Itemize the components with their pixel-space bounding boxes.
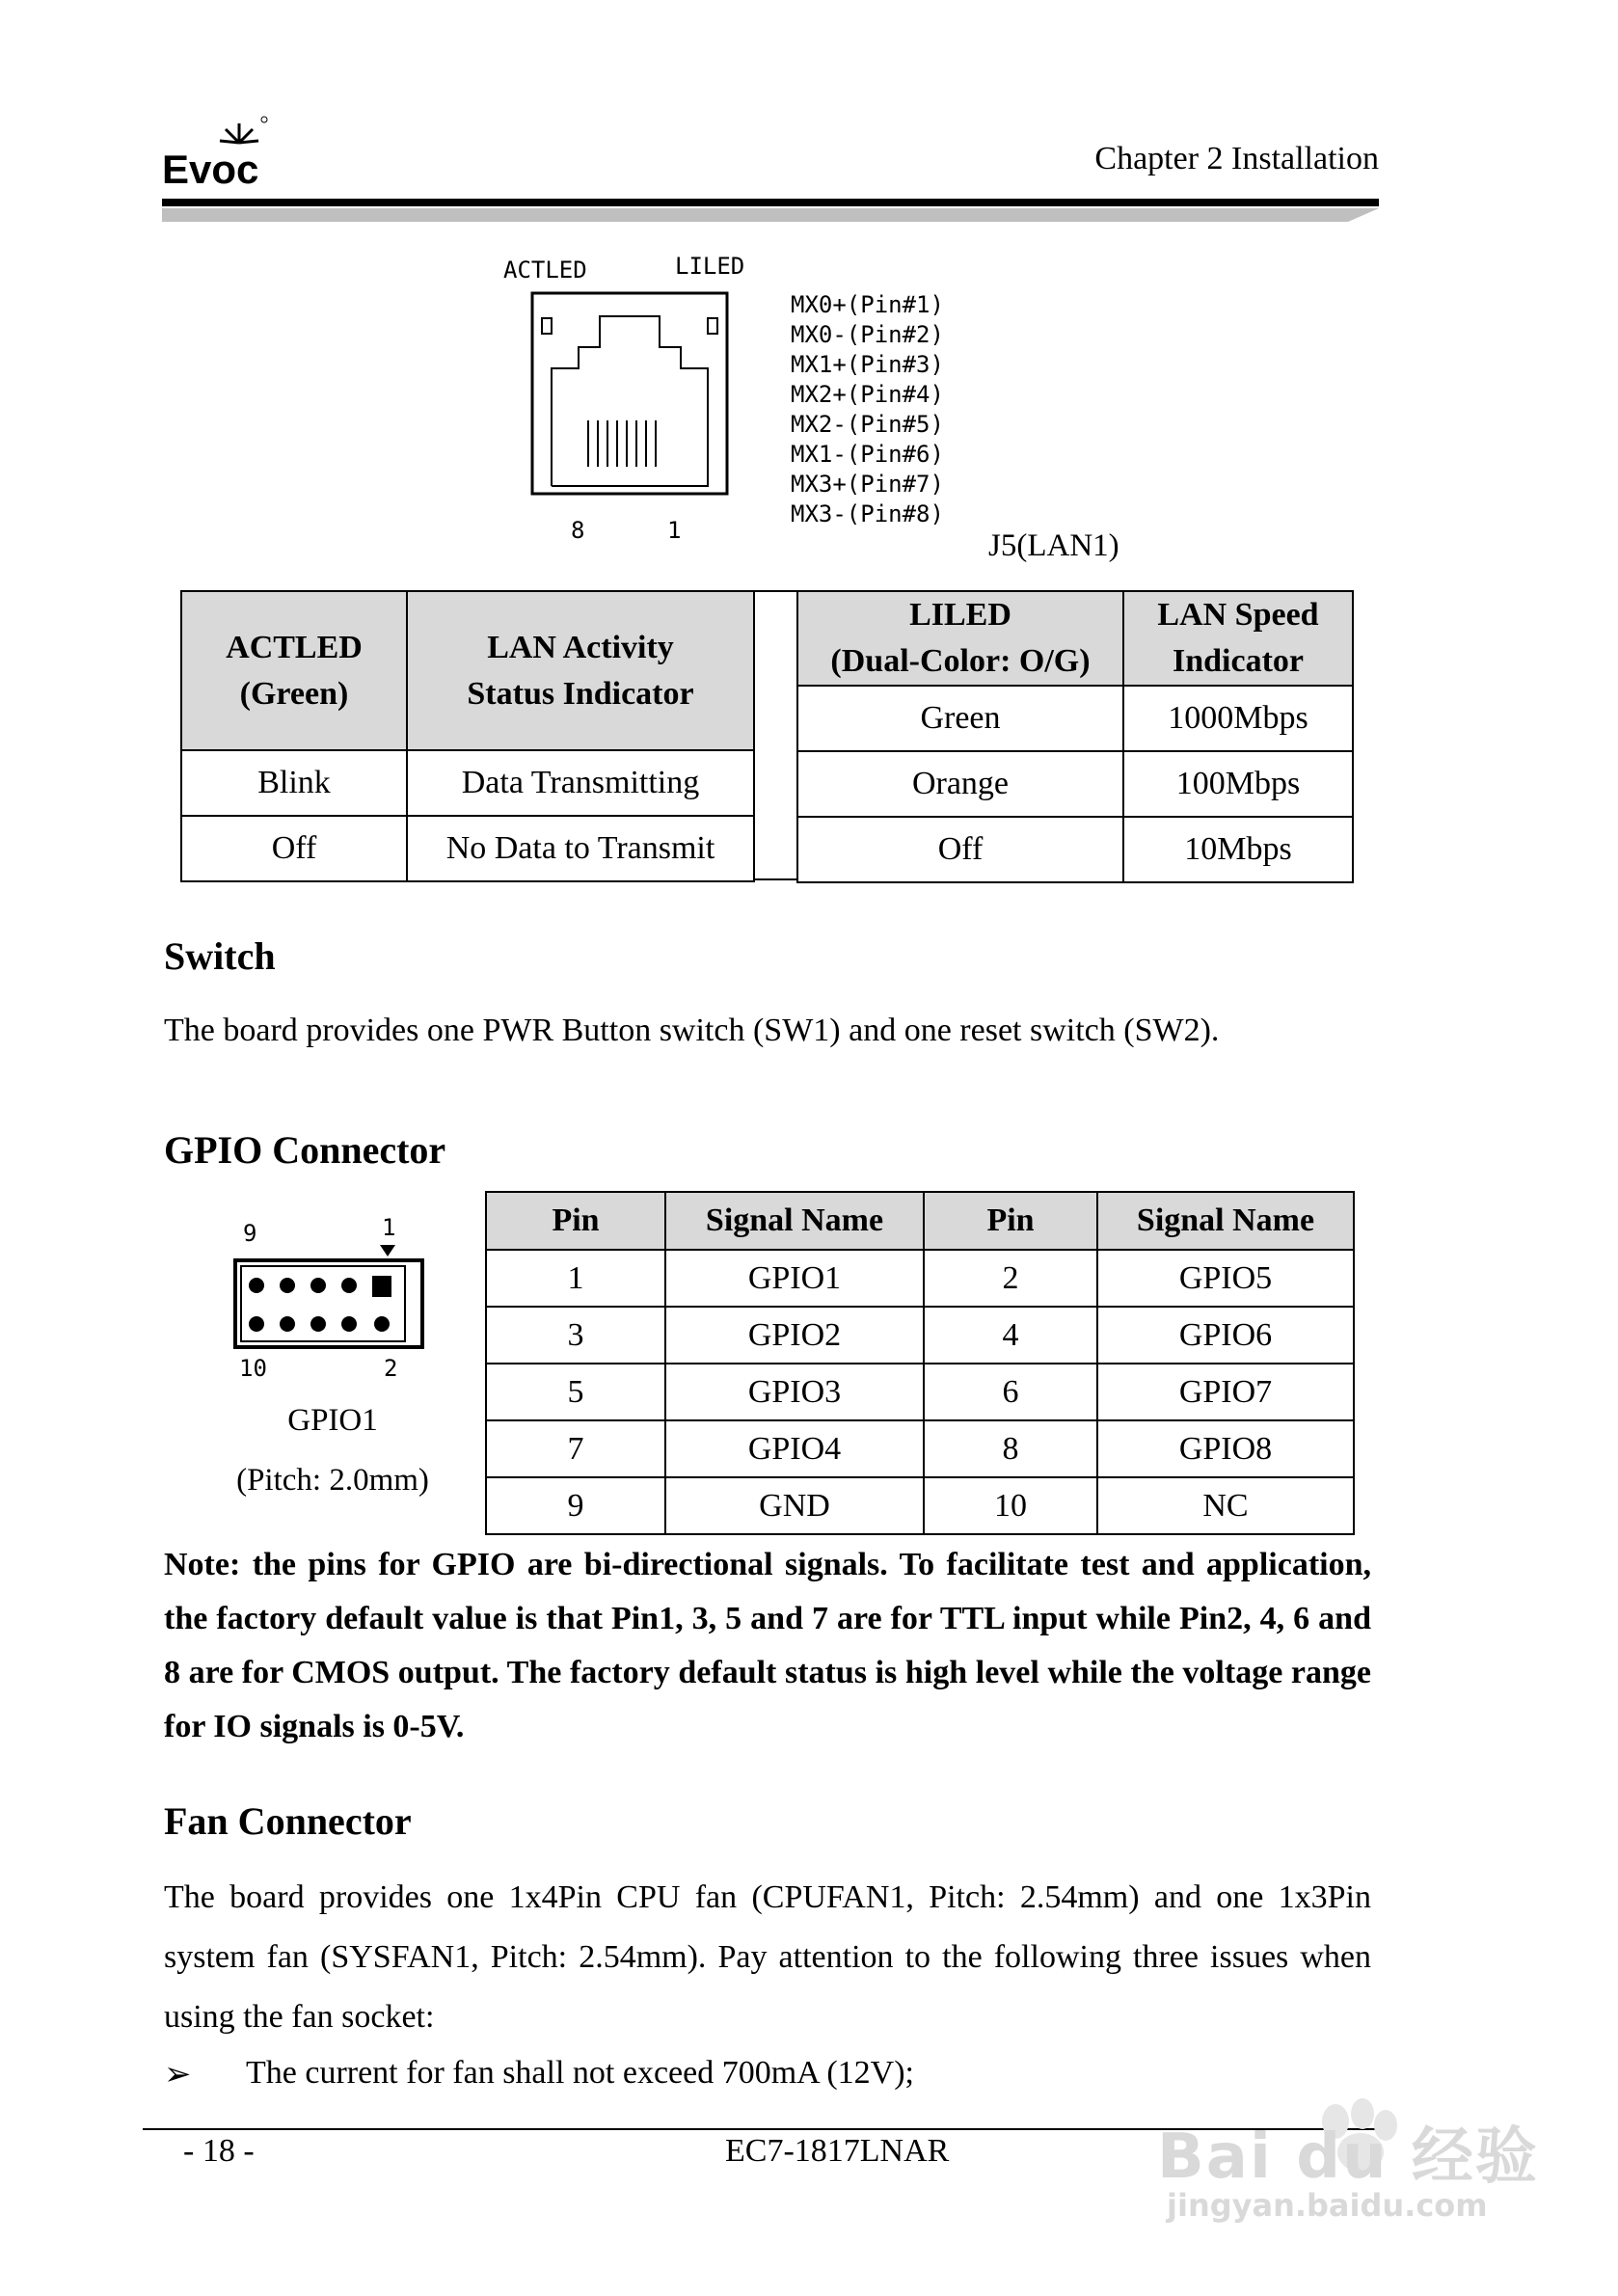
gpio-pin-9-label: 9 [243,1220,257,1247]
column-header: Signal Name [1097,1192,1354,1250]
gpio-pitch-caption: (Pitch: 2.0mm) [236,1463,429,1498]
table-cell: GND [665,1477,924,1534]
table-row [797,751,1353,817]
actled-table [180,590,755,882]
logo-text: Evoc [162,147,259,191]
j5-caption: J5(LAN1) [988,528,1119,563]
page-number: - 18 - [183,2133,255,2169]
table-cell: 1 [486,1250,665,1307]
table-row [486,1307,1354,1364]
table-row [486,1250,1354,1307]
table-cell: GPIO6 [1097,1307,1354,1364]
table-cell: 100Mbps [1123,751,1353,817]
header-line: Indicator [1173,643,1304,679]
gpio-caption: GPIO1 [287,1403,378,1438]
pin-signal: MX3-(Pin#8) [791,500,944,527]
gpio-pin-1-label: 1 [382,1214,396,1241]
fan-paragraph: The board provides one 1x4Pin CPU fan (CPUFAN1, Pitch: 2.54mm) and one 1x3Pin system fan (SYSFAN1, Pitch: 2.54mm). Pay attention to the following three issues when using the fan socket: [164,1879,1371,2035]
bullet-arrow-icon: ➢ [164,2057,192,2093]
table-cell: 1000Mbps [1123,686,1353,751]
table-cell: GPIO3 [665,1364,924,1420]
pin-signal: MX2-(Pin#5) [791,411,944,438]
table-row [486,1477,1354,1534]
header-line: ACTLED [226,629,363,665]
actled-header [181,591,407,750]
pin-signal: MX1-(Pin#6) [791,441,944,468]
table-row [181,750,754,816]
model-number: EC7-1817LNAR [725,2133,950,2169]
watermark-url: jingyan.baidu.com [1167,2187,1488,2224]
table-cell: GPIO4 [665,1420,924,1477]
table-cell: GPIO1 [665,1250,924,1307]
table-cell: 3 [486,1307,665,1364]
table-row [486,1420,1354,1477]
header-line: LAN Speed [1157,597,1319,633]
pin-signal: MX2+(Pin#4) [791,381,944,408]
table-cell: 10Mbps [1123,817,1353,882]
table-row [797,817,1353,882]
watermark-text: Bai du 经验 [1157,2121,1539,2193]
actled-label: ACTLED [503,257,587,284]
table-gap [753,590,798,880]
gpio-header-diagram [229,1210,432,1384]
liled-header [797,591,1123,686]
table-cell: No Data to Transmit [407,816,754,881]
table-cell: 4 [924,1307,1097,1364]
pin-signal: MX0+(Pin#1) [791,291,944,318]
table-cell: 7 [486,1420,665,1477]
pin-signal: MX0-(Pin#2) [791,321,944,348]
table-cell: 8 [924,1420,1097,1477]
header-rule [162,199,1379,222]
table-row [486,1364,1354,1420]
column-header: Signal Name [665,1192,924,1250]
lan-speed-header [1123,591,1353,686]
column-header: Pin [924,1192,1097,1250]
gpio-pin-table [485,1191,1355,1535]
table-cell: GPIO7 [1097,1364,1354,1420]
pin-label-8: 8 [571,517,585,544]
gpio-pin-10-label: 10 [239,1355,267,1382]
chapter-heading: Chapter 2 Installation [1094,141,1379,176]
liled-table [796,590,1354,883]
table-cell: Off [797,817,1123,882]
table-cell: Off [181,816,407,881]
switch-paragraph: The board provides one PWR Button switch (SW1) and one reset switch (SW2). [164,1013,1220,1048]
pin-signal: MX3+(Pin#7) [791,471,944,498]
header-line: (Green) [239,675,349,712]
gpio-heading: GPIO Connector [164,1128,446,1172]
table-cell: GPIO5 [1097,1250,1354,1307]
table-cell: Orange [797,751,1123,817]
liled-label: LILED [675,253,745,280]
pin-signal: MX1+(Pin#3) [791,351,944,378]
table-cell: 10 [924,1477,1097,1534]
switch-heading: Switch [164,934,276,978]
table-cell: Data Transmitting [407,750,754,816]
header-line: LILED [909,597,1011,633]
header-line: LAN Activity [487,629,674,665]
table-cell: 6 [924,1364,1097,1420]
table-cell: GPIO2 [665,1307,924,1364]
fan-bullet-item: The current for fan shall not exceed 700mA (12V); [246,2055,914,2091]
column-header: Pin [486,1192,665,1250]
table-row [797,686,1353,751]
rj45-connector-diagram [492,249,993,567]
table-cell: 2 [924,1250,1097,1307]
table-row [181,816,754,881]
gpio-note: Note: the pins for GPIO are bi-directional signals. To facilitate test and application, the factory default value is that Pin1, 3, 5 and 7 are for TTL input while Pin2, 4, 6 and 8 are for CMOS output. The factory default status is high level while the voltage range for IO signals is 0-5V. [164,1547,1371,1744]
pin-label-1: 1 [667,517,682,544]
header-line: (Dual-Color: O/G) [830,643,1091,679]
evoc-logo [162,114,278,191]
header-line: Status Indicator [467,675,694,712]
table-cell: GPIO8 [1097,1420,1354,1477]
table-cell: 9 [486,1477,665,1534]
table-cell: Blink [181,750,407,816]
table-cell: 5 [486,1364,665,1420]
gpio-pin-2-label: 2 [384,1355,398,1382]
lan-activity-header [407,591,754,750]
fan-heading: Fan Connector [164,1799,412,1843]
table-cell: NC [1097,1477,1354,1534]
table-cell: Green [797,686,1123,751]
